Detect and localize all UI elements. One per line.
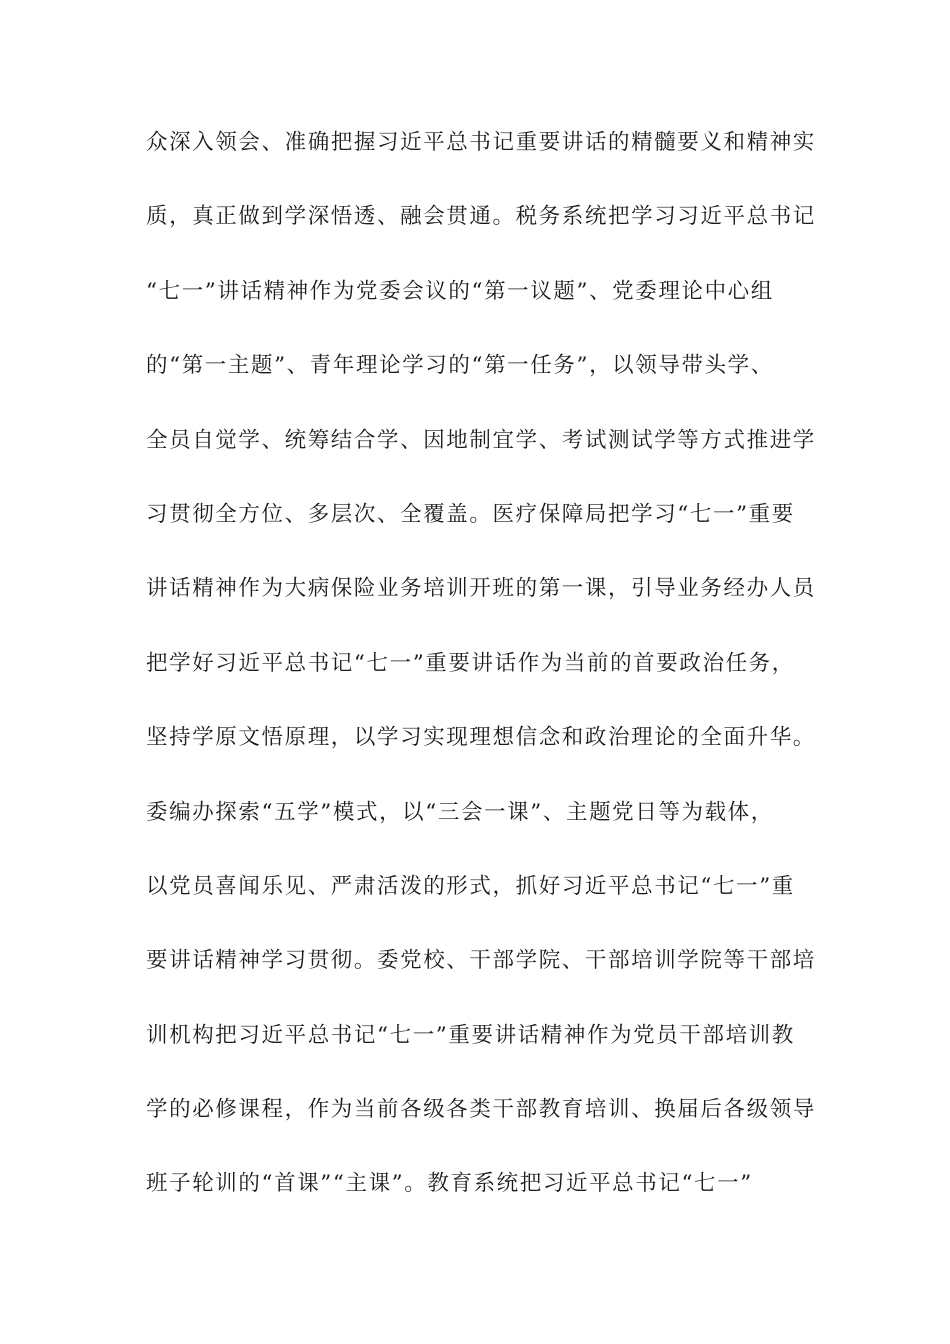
text-line: 全员自觉学、统筹结合学、因地制宜学、考试测试学等方式推进学 — [146, 427, 816, 453]
text-line: 班子轮训的“首课”“主课”。教育系统把习近平总书记“七一” — [146, 1171, 753, 1197]
text-line: 习贯彻全方位、多层次、全覆盖。医疗保障局把学习“七一”重要 — [146, 501, 795, 527]
text-line: 要讲话精神学习贯彻。委党校、干部学院、干部培训学院等干部培 — [146, 948, 816, 974]
body-text — [146, 128, 816, 1244]
text-line: 讲话精神作为大病保险业务培训开班的第一课，引导业务经办人员 — [146, 576, 816, 602]
text-line: 质，真正做到学深悟透、融会贯通。税务系统把学习习近平总书记 — [146, 204, 816, 230]
text-line: “七一”讲话精神作为党委会议的“第一议题”、党委理论中心组 — [146, 278, 774, 304]
text-line: 的“第一主题”、青年理论学习的“第一任务”，以领导带头学、 — [146, 353, 774, 379]
text-line: 学的必修课程，作为当前各级各类干部教育培训、换届后各级领导 — [146, 1097, 816, 1123]
text-line: 众深入领会、准确把握习近平总书记重要讲话的精髓要义和精神实 — [146, 130, 816, 155]
text-line: 把学好习近平总书记“七一”重要讲话作为当前的首要政治任务， — [146, 650, 795, 676]
text-line: 训机构把习近平总书记“七一”重要讲话精神作为党员干部培训教 — [146, 1022, 795, 1048]
text-line: 以党员喜闻乐见、严肃活泼的形式，抓好习近平总书记“七一”重 — [146, 873, 795, 899]
text-line: 委编办探索“五学”模式，以“三会一课”、主题党日等为载体， — [146, 799, 774, 825]
text-line: 坚持学原文悟原理，以学习实现理想信念和政治理论的全面升华。 — [146, 725, 816, 751]
